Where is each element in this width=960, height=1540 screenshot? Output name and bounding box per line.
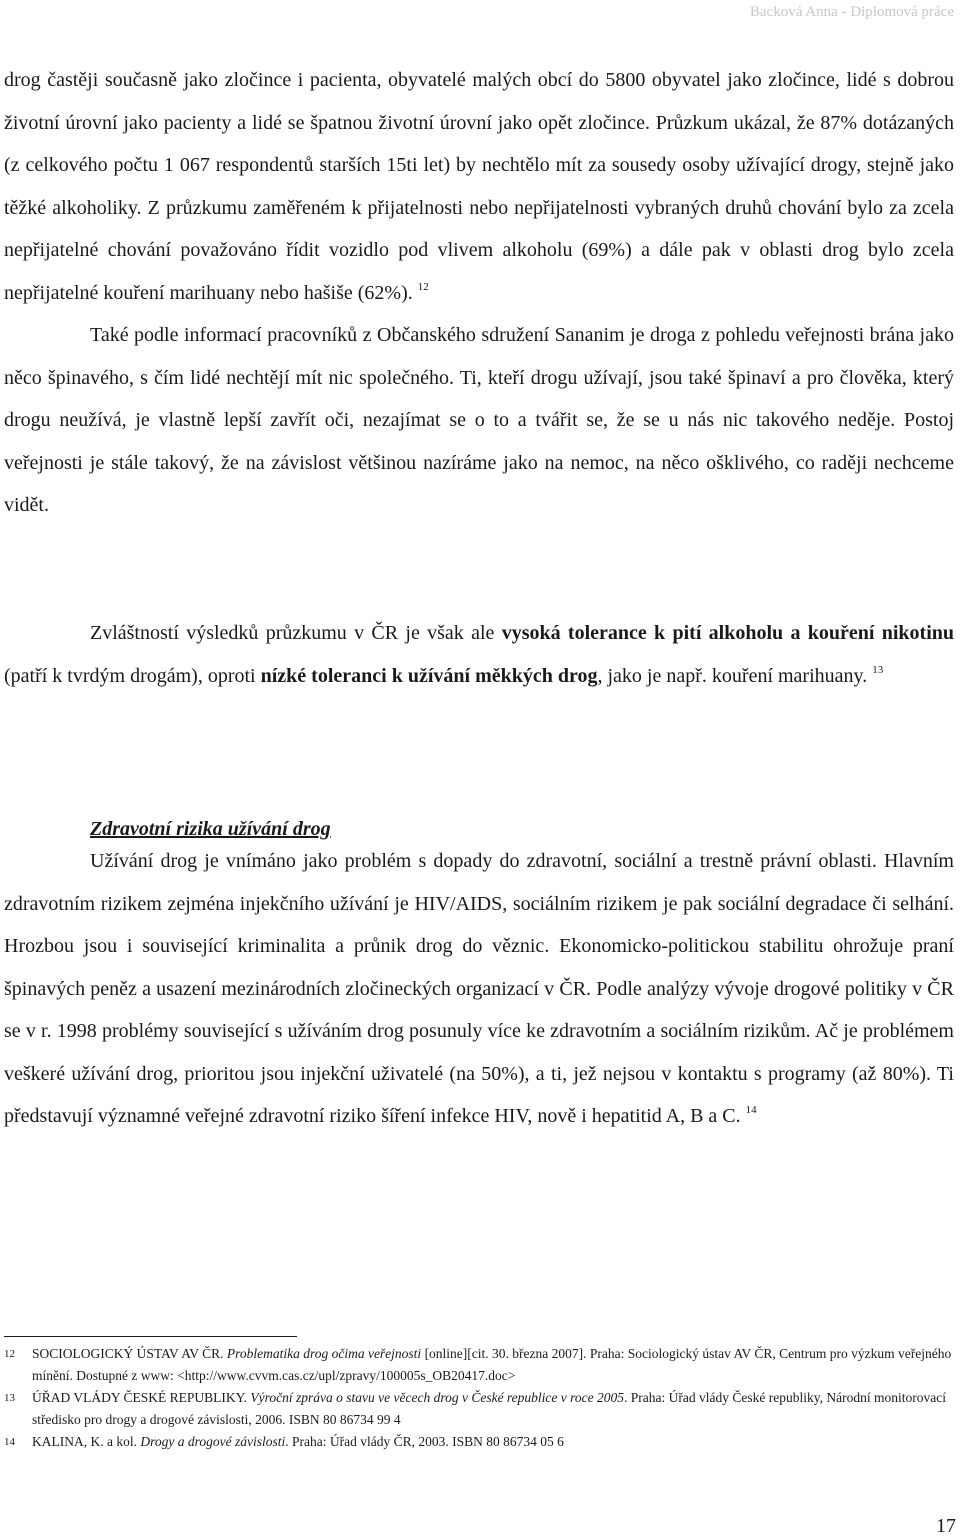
paragraph-text: drog častěji současně jako zločince i pacienta, obyvatelé malých obcí do 5800 obyvatel jako zločince, lidé s dobrou životní úrovní jako pacienty a lidé se špatnou životní úrovní jako opět zločince. Průzkum ukázal, že 87% dotázaných (z celkového počtu 1 067 respondentů starších 15ti let) by nechtělo mít za sousedy osoby užívající drogy, stejně jako těžké alkoholiky. Z průzkumu zaměřeném k přijatelnosti nebo nepřijatelnosti vybraných druhů chování bylo za zcela nepřijatelné chování považováno řídit vozidlo pod vlivem alkoholu (69%) a dále pak v oblasti drog bylo zcela nepřijatelné kouření marihuany nebo hašiše (62%). [4,69,954,304]
paragraph-text: (patří k tvrdým drogám), oproti [4,664,261,687]
paragraph-text: , jako je např. kouření marihuany. [597,664,868,687]
running-header: Backová Anna - Diplomová práce [749,4,954,20]
footnote: 12 SOCIOLOGICKÝ ÚSTAV AV ČR. Problematika drog očima veřejnosti [online][cit. 30. března 2007]. Praha: Sociologický ústav AV ČR, Centrum pro výzkum veřejného mínění. Dostupné z www: <http://www.cvvm.cas.cz/upl/zpravy/100005s_OB20417.doc> [4,1343,954,1387]
footnote-ref[interactable]: 12 [417,280,429,293]
bold-emphasis: nízké toleranci k užívání měkkých drog [260,664,598,687]
footnote-separator [4,1336,297,1337]
paragraph-text: Zvláštností výsledků průzkumu v ČR je však ale [90,622,502,644]
page-number: 17 [936,1515,956,1537]
paragraph-text: Také podle informací pracovníků z Občanského sdružení Sananim je droga z pohledu veřejnosti brána jako něco špinavého, s čím lidé nechtějí mít nic společného. Ti, kteří drogu užívají, jsou také špinaví a pro člověka, který drogu neužívá, je vlastně lepší zavřít oči, nezajímat se o to a tvářit se, že se u nás nic takového neděje. Postoj veřejnosti je stále takový, že na závislost většinou nazíráme jako na nemoc, na něco ošklivého, co raději nechceme vidět. [4,324,954,516]
paragraph-tolerance [4,612,954,697]
footnote: 13 ÚŘAD VLÁDY ČESKÉ REPUBLIKY. Výroční zpráva o stavu ve věcech drog v České republice v roce 2005. Praha: Úřad vlády České republiky, Národní monitorovací středisko pro drogy a drogové závislosti, 2006. ISBN 80 86734 99 4 [4,1387,954,1431]
footnote-number: 13 [4,1392,15,1404]
paragraph-text: Užívání drog je vnímáno jako problém s dopady do zdravotní, sociální a trestně právní oblasti. Hlavním zdravotním rizikem zejména injekčního užívání je HIV/AIDS, sociálním rizikem je pak sociální degradace či selhání. Hrozbou jsou i související kriminalita a průnik drog do věznic. Ekonomicko-politickou stabilitu ohrožuje praní špinavých peněz a usazení mezinárodních zločineckých organizací v ČR. Podle analýzy vývoje drogové politiky v ČR se v r. 1998 problémy související s užíváním drog posunuly více ke zdravotním a sociálním rizikům. Ač je problémem veškeré užívání drog, prioritou jsou injekční uživatelé (na 50%), a ti, jež nejsou v kontaktu s programy (až 80%). Ti představují významné veřejné zdravotní riziko šíření infekce HIV, nově i hepatitid A, B a C. [4,850,954,1127]
footnote-ref[interactable]: 13 [872,663,884,676]
paragraph-public-perception [4,59,954,527]
footnote: 14 KALINA, K. a kol. Drogy a drogové závislosti. Praha: Úřad vlády ČR, 2003. ISBN 80 86734 05 6 [4,1431,954,1453]
section-heading: Zdravotní rizika užívání drog [90,818,331,840]
footnote-number: 12 [4,1348,15,1360]
paragraph-health-risks [4,840,954,1138]
footnote-ref[interactable]: 14 [745,1104,757,1116]
footnote-number: 14 [4,1436,15,1448]
bold-emphasis: vysoká tolerance k pití alkoholu a kouření nikotinu [501,622,955,644]
footnotes [4,1343,954,1453]
